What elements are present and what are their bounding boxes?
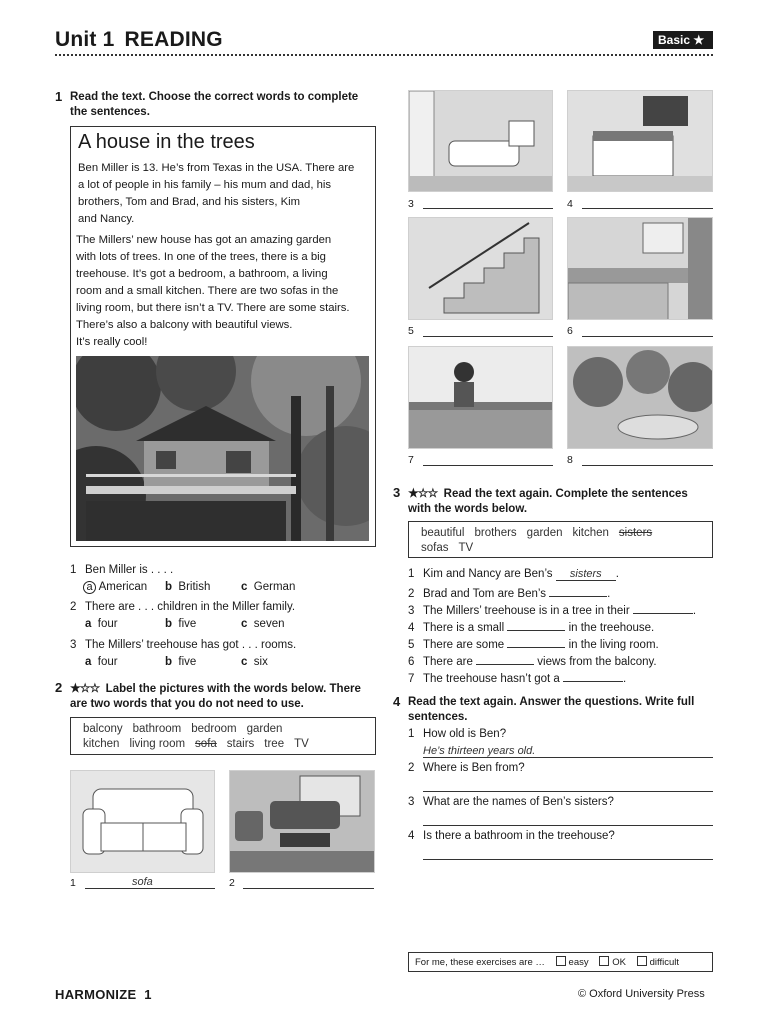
- ex1-question-3: 3 The Millers’ treehouse has got . . . rooms.: [70, 639, 297, 651]
- reading-title: A house in the trees: [78, 131, 255, 153]
- ex3-number: 3: [393, 485, 401, 500]
- bedroom-icon: [568, 91, 713, 192]
- ex2-word-box: balcony bathroom bedroom garden kitchen living room sofa stairs tree TV: [70, 717, 376, 755]
- label-3-number: 3: [408, 198, 414, 210]
- living-room-icon: [230, 771, 375, 873]
- ex1-q1-option-b[interactable]: b British: [165, 581, 211, 593]
- ex2-instruction: ★☆☆ Label the pictures with the words below. There are two words that you do not need to use.: [70, 681, 361, 710]
- footer-book-title: HARMONIZE 1: [55, 987, 152, 1002]
- picture-4-bedroom: [567, 90, 713, 192]
- label-1-line[interactable]: [85, 888, 215, 889]
- ex1-instruction: Read the text. Choose the correct words to complete the sentences.: [70, 91, 359, 118]
- picture-8-garden: [567, 346, 713, 449]
- ex3-sentence-1: 1 Kim and Nancy are Ben’s sisters .: [408, 568, 619, 580]
- ex3-sentence-4: 4 There is a small in the treehouse.: [408, 619, 654, 634]
- ex1-q1-option-a[interactable]: a American: [83, 581, 147, 594]
- label-2-line[interactable]: [243, 888, 374, 889]
- label-2-number: 2: [229, 877, 235, 889]
- ex3-word-box: beautiful brothers garden kitchen sisters sofas TV: [408, 521, 713, 558]
- sofa-icon: [71, 771, 215, 873]
- label-6-number: 6: [567, 325, 573, 337]
- label-8-line[interactable]: [582, 465, 713, 466]
- unit-title: Unit 1 READING: [55, 28, 223, 51]
- ex1-q3-option-c[interactable]: c six: [241, 656, 268, 668]
- ex4-answer-1: He’s thirteen years old.: [423, 745, 536, 757]
- ex4-instruction: Read the text again. Answer the questions. Write full sentences.: [408, 696, 695, 723]
- label-7-number: 7: [408, 454, 414, 466]
- ex4-question-4: 4 Is there a bathroom in the treehouse?: [408, 830, 615, 842]
- ex3-blank-7[interactable]: [563, 670, 623, 682]
- label-6-line[interactable]: [582, 336, 713, 337]
- bathroom-icon: [409, 91, 553, 192]
- ex1-q3-option-b[interactable]: b five: [165, 656, 197, 668]
- ex1-q2-option-a[interactable]: a four: [85, 618, 118, 630]
- reading-paragraph-2: The Millers’ new house has got an amazing garden with lots of trees. In one of the trees, there is a big treehouse. It’s got a bedroom, a bathroom, a living room and a small kitchen. There are two sofas in the living room, but there isn’t a TV. There are some stairs. There’s also a balcony with beautiful views. It’s really cool!: [76, 234, 350, 348]
- label-8-number: 8: [567, 454, 573, 466]
- ex4-answer-4-line[interactable]: [423, 859, 713, 860]
- easy-checkbox[interactable]: [556, 956, 566, 966]
- picture-2-living-room: [229, 770, 375, 873]
- level-badge: Basic ★: [653, 31, 713, 49]
- footer-copyright: © Oxford University Press: [578, 988, 705, 1000]
- header-divider: [55, 54, 713, 56]
- stairs-icon: [409, 218, 553, 320]
- ex4-question-1: 1 How old is Ben?: [408, 728, 507, 740]
- label-4-number: 4: [567, 198, 573, 210]
- ex3-sentence-3: 3 The Millers’ treehouse is in a tree in their .: [408, 602, 696, 617]
- ex1-q3-option-a[interactable]: a four: [85, 656, 118, 668]
- garden-icon: [568, 347, 713, 449]
- treehouse-photo: [76, 356, 369, 541]
- picture-7-balcony: [408, 346, 553, 449]
- ex3-sentence-5: 5 There are some in the living room.: [408, 636, 659, 651]
- picture-3-bathroom: [408, 90, 553, 192]
- ex2-number: 2: [55, 680, 63, 695]
- balcony-icon: [409, 347, 553, 449]
- ex1-number: 1: [55, 89, 63, 104]
- ex4-answer-2-line[interactable]: [423, 791, 713, 792]
- ex4-answer-3-line[interactable]: [423, 825, 713, 826]
- ex1-q2-option-b[interactable]: b five: [165, 618, 197, 630]
- ex1-q1-option-c[interactable]: c German: [241, 581, 296, 593]
- label-5-number: 5: [408, 325, 414, 337]
- ok-checkbox[interactable]: [599, 956, 609, 966]
- label-7-line[interactable]: [423, 465, 553, 466]
- ex4-question-3: 3 What are the names of Ben’s sisters?: [408, 796, 614, 808]
- ex3-blank-5[interactable]: [507, 636, 565, 648]
- ex3-blank-6[interactable]: [476, 653, 534, 665]
- ex1-question-1: 1 Ben Miller is . . . .: [70, 564, 174, 576]
- ex3-instruction: ★☆☆ Read the text again. Complete the sentences with the words below.: [408, 486, 688, 515]
- reading-paragraph-1: Ben Miller is 13. He’s from Texas in the USA. There are a lot of people in his family – his mum and dad, his brothers, Tom and Brad, and his sisters, Kim and Nancy.: [78, 162, 355, 225]
- ex3-sentence-6: 6 There are views from the balcony.: [408, 653, 657, 668]
- ex3-sentence-2: 2 Brad and Tom are Ben’s .: [408, 585, 610, 600]
- ex1-question-2: 2 There are . . . children in the Miller family.: [70, 601, 296, 613]
- ex3-sentence-7: 7 The treehouse hasn’t got a .: [408, 670, 626, 685]
- label-4-line[interactable]: [582, 208, 713, 209]
- picture-5-stairs: [408, 217, 553, 320]
- difficulty-stars: ★☆☆: [408, 486, 438, 500]
- ex4-number: 4: [393, 694, 401, 709]
- label-1-number: 1: [70, 877, 76, 889]
- ex4-question-2: 2 Where is Ben from?: [408, 762, 525, 774]
- ex3-blank-1[interactable]: sisters: [556, 568, 616, 581]
- ex3-blank-3[interactable]: [633, 602, 693, 614]
- ex3-blank-4[interactable]: [507, 619, 565, 631]
- difficulty-stars: ★☆☆: [70, 681, 100, 695]
- ex4-answer-1-line[interactable]: [423, 757, 713, 758]
- self-assessment-box: For me, these exercises are … easy OK difficult: [408, 952, 713, 972]
- label-5-line[interactable]: [423, 336, 553, 337]
- picture-6-kitchen: [567, 217, 713, 320]
- ex1-q2-option-c[interactable]: c seven: [241, 618, 285, 630]
- picture-1-sofa: [70, 770, 215, 873]
- kitchen-icon: [568, 218, 713, 320]
- ex3-blank-2[interactable]: [549, 585, 607, 597]
- treehouse-illustration: [76, 356, 369, 541]
- label-1-answer: sofa: [132, 876, 153, 888]
- label-3-line[interactable]: [423, 208, 553, 209]
- difficult-checkbox[interactable]: [637, 956, 647, 966]
